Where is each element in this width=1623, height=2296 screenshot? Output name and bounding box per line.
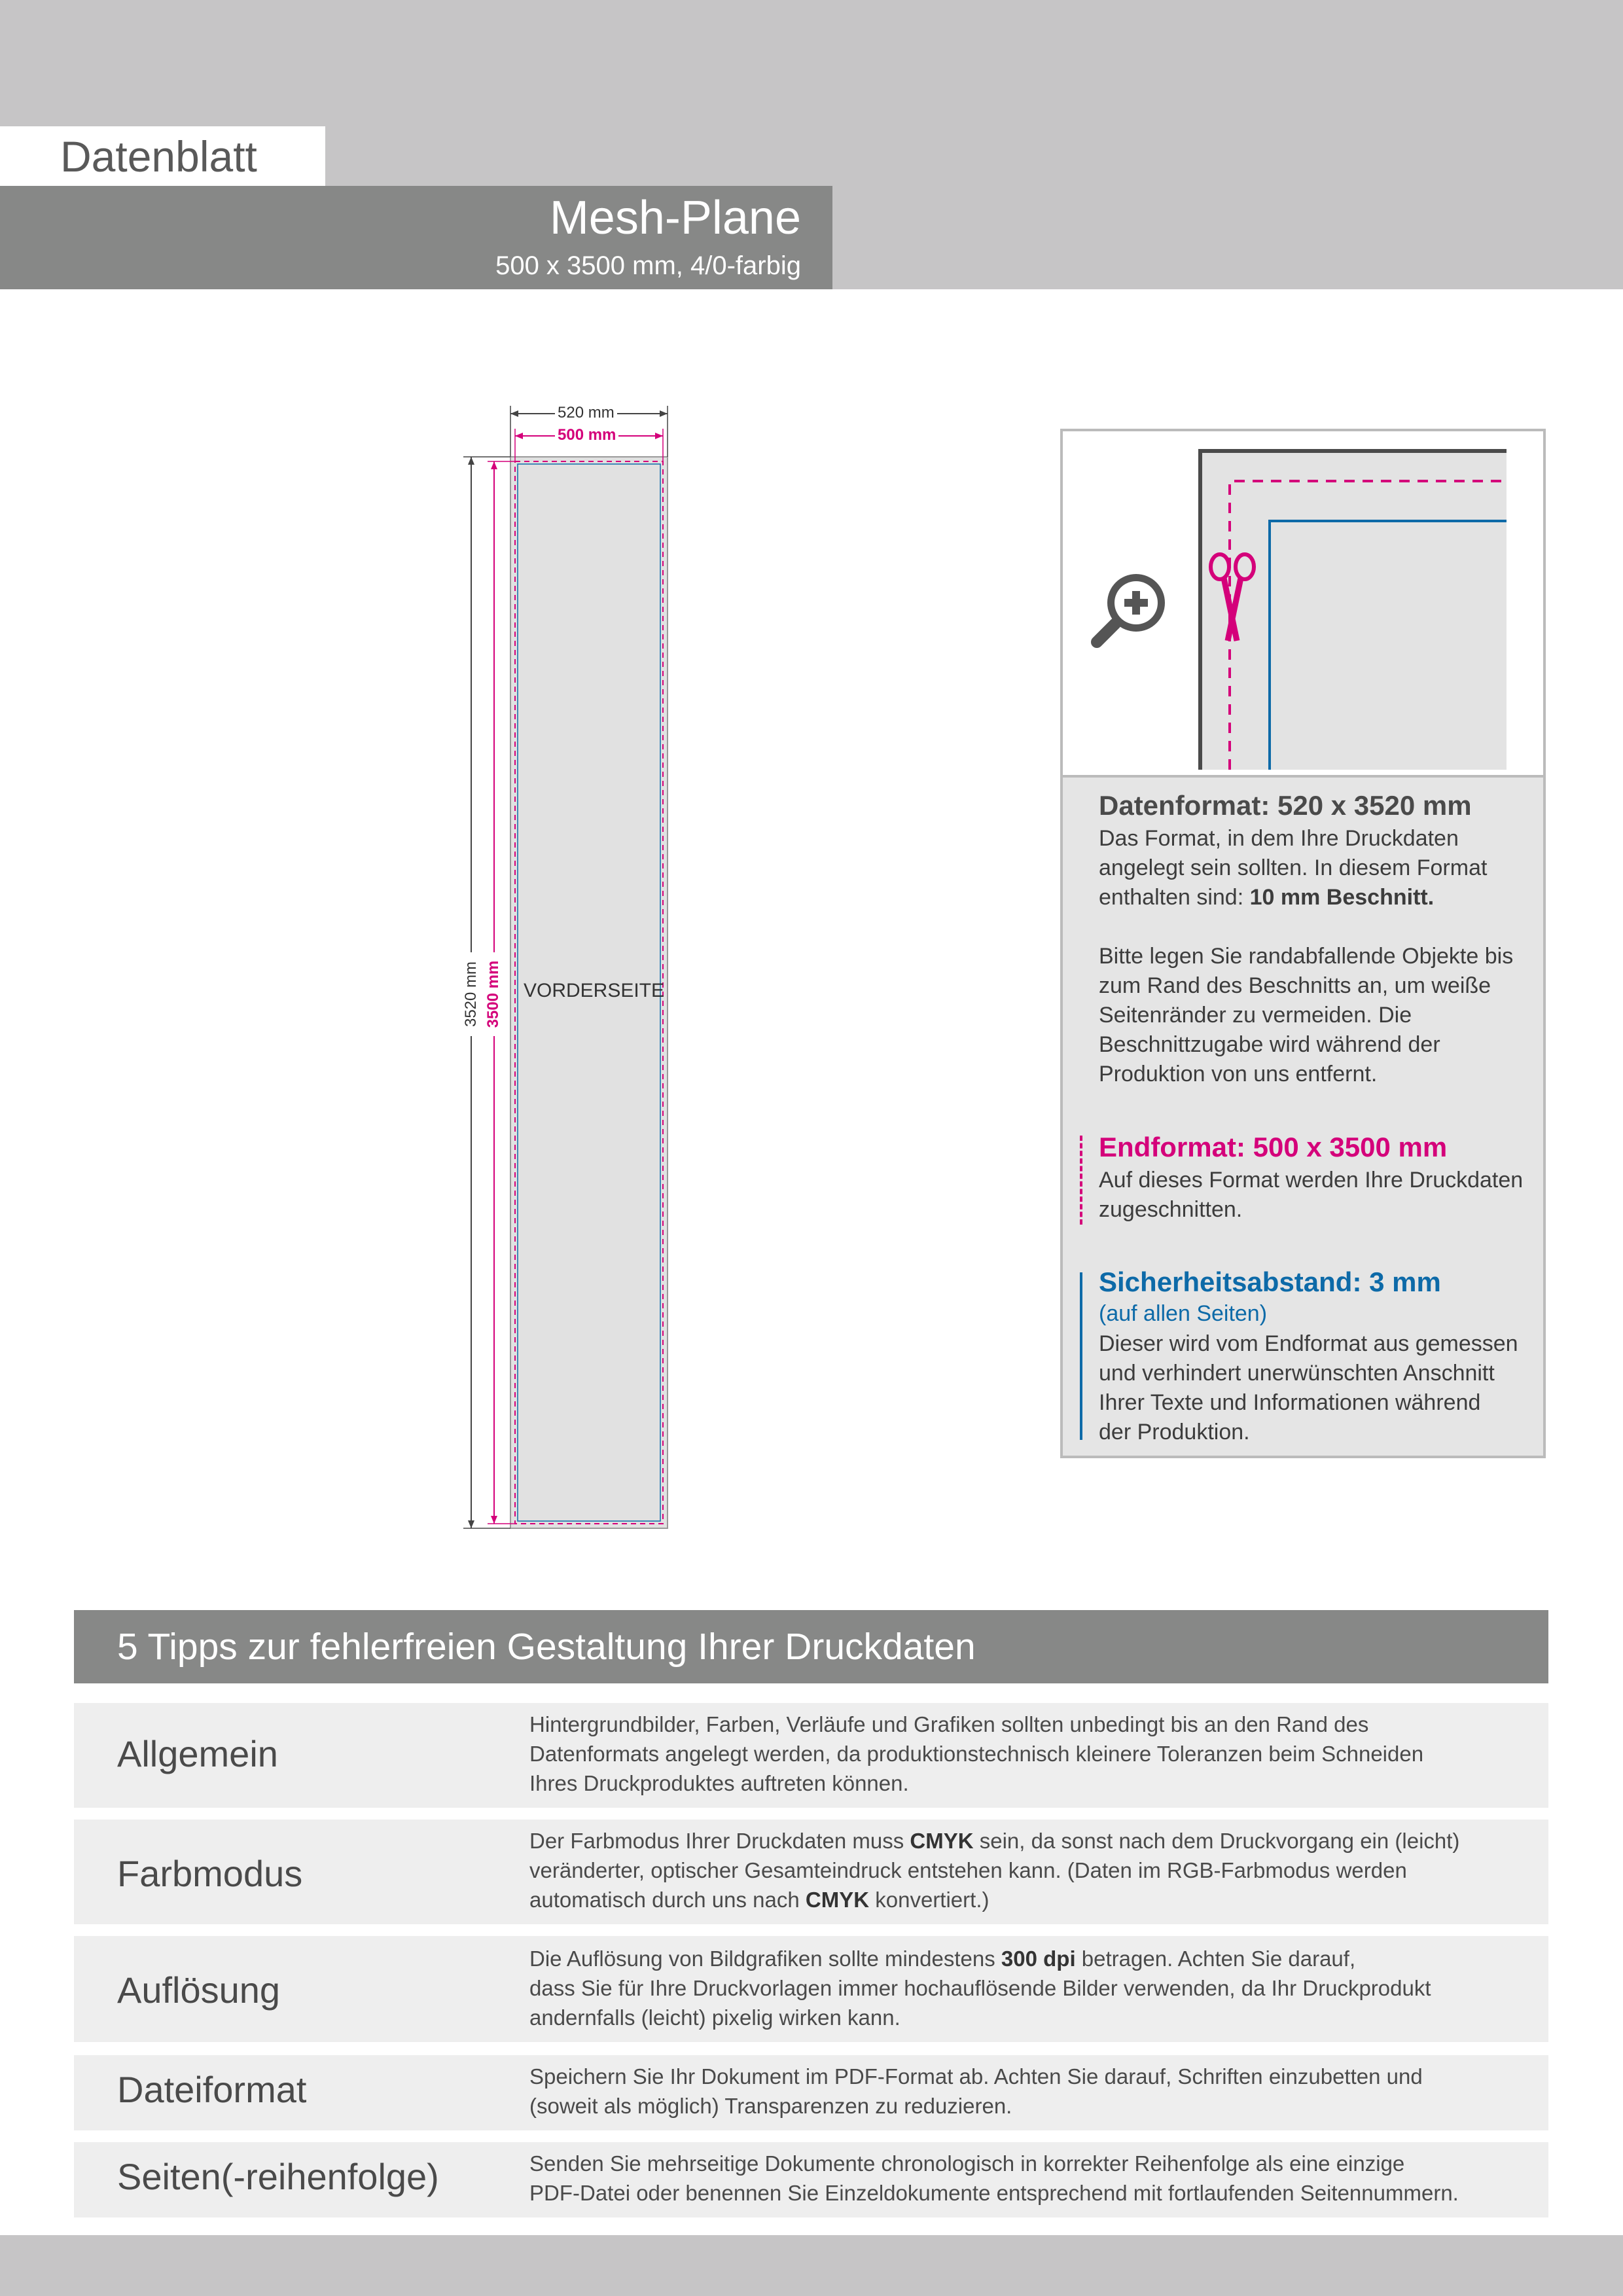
width-outer-label: 520 mm [555,404,617,422]
endformat-marker [1080,1136,1082,1225]
height-inner-label: 3500 mm [484,952,503,1036]
datenformat-text: Das Format, in dem Ihre Druckdaten angelegt sein sollten. In diesem Format enthalten sind: 10 mm Beschnitt. [1099,826,1488,910]
tip-row-aufloesung [74,1936,1548,2042]
datenformat-title: Datenformat: 520 x 3520 mm [1099,790,1472,821]
sicherheit-text: Dieser wird vom Endformat aus gemessen und verhindert unerwünschten Anschnitt Ihrer Texte und Informationen während der Produktion. [1099,1331,1518,1444]
bitte-text: Bitte legen Sie randabfallende Objekte bis zum Rand des Beschnitts an, um weiße Seitenränder zu vermeiden. Die Beschnittzugabe wird während der Produktion von uns entfernt. [1099,944,1514,1086]
front-side-label: VORDERSEITE [524,980,665,1001]
tip-row-farbmodus [74,1820,1548,1924]
tips-title: 5 Tipps zur fehlerfreien Gestaltung Ihrer Druckdaten [117,1626,976,1668]
tip-row-dateiformat [74,2055,1548,2130]
format-diagram [445,393,694,1538]
datenblatt-tab [0,126,325,186]
tip-label: Allgemein [117,1733,278,1774]
endformat-title: Endformat: 500 x 3500 mm [1099,1132,1448,1162]
height-outer-label: 3520 mm [462,952,480,1036]
tip-label: Dateiformat [117,2069,307,2110]
product-title: Mesh-Plane [549,192,801,244]
endformat-text: Auf dieses Format werden Ihre Druckdaten zugeschnitten. [1099,1168,1524,1222]
zoom-in-icon [1097,574,1165,642]
tip-text: Senden Sie mehrseitige Dokumente chronologisch in korrekter Reihenfolge als eine einzige PDF-Datei oder benennen Sie Einzeldokumente entsprechend mit fortlaufenden Seitennummern. [529,2151,1459,2205]
tip-row-seiten [74,2142,1548,2217]
footer-band [0,2235,1623,2296]
info-panel [1060,429,1546,1458]
tip-label: Farbmodus [117,1853,303,1894]
width-inner-label: 500 mm [555,426,618,444]
product-header [0,186,832,289]
tip-row-allgemein [74,1703,1548,1808]
tips-header [74,1610,1548,1683]
zoom-detail [1063,431,1543,778]
tip-text: Die Auflösung von Bildgrafiken sollte mindestens 300 dpi betragen. Achten Sie darauf, dass Sie für Ihre Druckvorlagen immer hochauflösende Bilder verwenden, da Ihr Druckprodukt andernfalls (leicht) pixelig wirken kann. [529,1946,1431,2030]
sicherheit-subtitle: (auf allen Seiten) [1099,1301,1268,1326]
tip-text: Speichern Sie Ihr Dokument im PDF-Format ab. Achten Sie darauf, Schriften einzubetten und (soweit als möglich) Transparenzen zu reduzieren. [529,2064,1423,2118]
datenblatt-label: Datenblatt [60,132,257,181]
tip-text: Der Farbmodus Ihrer Druckdaten muss CMYK sein, da sonst nach dem Druckvorgang ein (leicht) veränderter, optischer Gesamteindruck entstehen kann. (Daten im RGB-Farbmodus werden automatisch durch uns nach CMYK konvertiert.) [529,1829,1460,1912]
sicherheit-marker [1080,1272,1082,1440]
tip-label: Seiten(-reihenfolge) [117,2156,439,2197]
tip-label: Auflösung [117,1969,281,2011]
tip-text: Hintergrundbilder, Farben, Verläufe und Grafiken sollten unbedingt bis an den Rand des Datenformats angelegt werden, da produktionstechnisch kleinere Toleranzen beim Schneiden Ihres Druckproduktes auftreten können. [529,1712,1424,1795]
sicherheit-title: Sicherheitsabstand: 3 mm [1099,1266,1441,1297]
product-subtitle: 500 x 3500 mm, 4/0-farbig [495,251,801,280]
